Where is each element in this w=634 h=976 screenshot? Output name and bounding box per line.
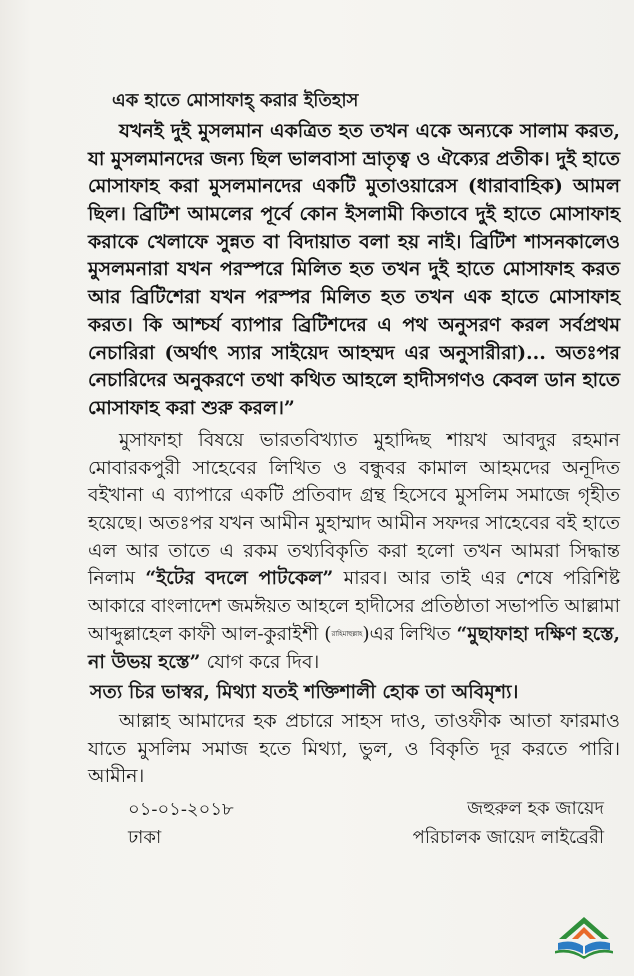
quote-line xyxy=(88,395,620,423)
quote-line-text: মোসাফাহ করা মুসলমানদের একটি মুতাওয়ারেস (ধারাবাহিক) আমল xyxy=(88,175,620,198)
proverb-emphasis: “ইটের বদলে পাটকেল” xyxy=(145,567,334,590)
body-text-segment: মারব। আর তাই এর শেষে পরিশিষ্ট xyxy=(333,567,620,590)
body-text-segment: আব্দুল্লাহেল কাফী আল-কুরাইশী ( xyxy=(88,622,332,645)
quote-line-text: করত। কি আশ্চর্য ব্যাপার ব্রিটিশদের এ পথ অনুসরণ করল সর্বপ্রথম xyxy=(88,313,620,336)
body-text-segment: )এর লিখিত xyxy=(362,622,457,645)
body-line-text xyxy=(88,649,319,677)
body-line xyxy=(88,427,620,455)
appendix-title-emphasis: “মুছাফাহা দক্ষিণ হস্তে, xyxy=(456,622,620,645)
appendix-title-emphasis: না উভয় হস্তে” xyxy=(88,650,201,673)
quote-line xyxy=(88,367,620,395)
quote-line-text: যখনই দুই মুসলমান একত্রিত হত তখন একে অন্যকে সালাম করত, xyxy=(119,120,620,142)
body-line-text xyxy=(88,621,620,649)
body-paragraph xyxy=(88,427,620,676)
prayer-line-text: যাতে মুসলিম সমাজ হতে মিথ্যা, ভুল, ও বিকৃতি দূর করতে পারি। xyxy=(88,737,620,760)
quote-line-text: করাকে খেলাফে সুন্নত বা বিদায়াত বলা হয় নাই। ব্রিটিশ শাসনকালেও xyxy=(88,230,620,253)
prayer-line xyxy=(88,736,620,764)
signature-name: জহুরুল হক জায়েদ xyxy=(467,798,604,819)
body-line-text: হয়েছে। অতঃপর যখন আমীন মুহাম্মাদ আমীন সফদর সাহেবের বই হাতে xyxy=(88,512,620,535)
quote-line-text: মোসাফাহ করা শুরু করল।” xyxy=(88,396,295,419)
body-line xyxy=(88,455,620,483)
quote-line xyxy=(88,173,620,201)
quote-line-text: ছিল। ব্রিটিশ আমলের পূর্বে কোন ইসলামী কিতাবে দুই হাতে মোসাফাহ xyxy=(88,203,620,226)
quote-line xyxy=(88,340,620,368)
body-line xyxy=(88,510,620,538)
body-line-text: বইখানা এ ব্যাপারে একটি প্রতিবাদ গ্রন্থ হিসেবে মুসলিম সমাজে গৃহীত xyxy=(88,484,620,507)
prayer-line-text: আল্লাহ আমাদের হক প্রচারে সাহস দাও, তাওফীক আতা ফারমাও xyxy=(119,710,620,732)
open-book-logo-icon xyxy=(552,915,616,959)
quote-line xyxy=(88,118,620,146)
body-line xyxy=(88,538,620,566)
body-text-segment: নিলাম xyxy=(88,567,146,590)
logo-book-base xyxy=(555,950,613,959)
prayer-line xyxy=(88,708,620,736)
body-line xyxy=(88,482,620,510)
body-line xyxy=(88,593,620,621)
quote-line-text: যা মুসলমানদের জন্য ছিল ভালবাসা ভ্রাতৃত্ব ও ঐক্যের প্রতীক। দুই হাতে xyxy=(88,147,620,170)
body-text-segment: যোগ করে দিব। xyxy=(200,650,320,673)
quote-line xyxy=(88,229,620,257)
signature-role: পরিচালক জায়েদ লাইব্রেরী xyxy=(412,827,604,848)
quote-line-text: নেচারিরা (অর্থাৎ স্যার সাইয়েদ আহম্মদ এর অনুসারীরা)... অতঃপর xyxy=(88,341,620,364)
quote-line xyxy=(88,256,620,284)
motto-line xyxy=(90,679,620,707)
prayer-line xyxy=(88,763,620,791)
quote-line xyxy=(88,201,620,229)
signature-place: ঢাকা xyxy=(128,827,162,848)
quote-line xyxy=(88,146,620,174)
motto-paragraph xyxy=(90,679,620,707)
body-line-text: মুসাফাহা বিষয়ে ভারতবিখ্যাত মুহাদ্দিছ শায়খ আবদুর রহমান xyxy=(119,429,620,451)
quote-paragraph xyxy=(88,118,620,423)
signature-date: ০১-০১-২০১৮ xyxy=(128,799,234,820)
prayer-paragraph xyxy=(88,708,620,791)
quote-line-text: নেচারিদের অনুকরণে তথা কথিত আহলে হাদীসগণও কেবল ডান হাতে xyxy=(88,369,620,392)
quote-line xyxy=(88,284,620,312)
honorific-mark: রাহিমাহুল্লাহ xyxy=(331,629,363,638)
quote-line-text: আর ব্রিটিশেরা যখন পরস্পর মিলিত হত তখন এক হাতে মোসাফাহ xyxy=(88,286,620,309)
body-line xyxy=(88,565,620,593)
quote-line xyxy=(88,312,620,340)
page-title: এক হাতে মোসাফাহ্ করার ইতিহাস xyxy=(112,90,359,111)
body-line-text: আকারে বাংলাদেশ জমঈয়ত আহলে হাদীসের প্রতিষ্ঠাতা সভাপতি আল্লামা xyxy=(88,595,620,618)
quote-line-text: মুসলমনারা যখন পরস্পরে মিলিত হত তখন দুই হাতে মোসাফাহ করত xyxy=(88,258,620,281)
body-line xyxy=(88,649,620,677)
body-line xyxy=(88,621,620,649)
body-line-text: মোবারকপুরী সাহেবের লিখিত ও বন্ধুবর কামাল আহমদের অনূদিত xyxy=(88,456,620,479)
body-line-text: এল আর তাতে এ রকম তথ্যবিকৃতি করা হলো তখন আমরা সিদ্ধান্ত xyxy=(88,539,620,562)
body-line-text xyxy=(88,565,620,593)
motto-text: সত্য চির ভাস্বর, মিথ্যা যতই শক্তিশালী হোক তা অবিমৃশ্য। xyxy=(90,681,519,703)
prayer-line-text: আমীন। xyxy=(88,765,145,788)
